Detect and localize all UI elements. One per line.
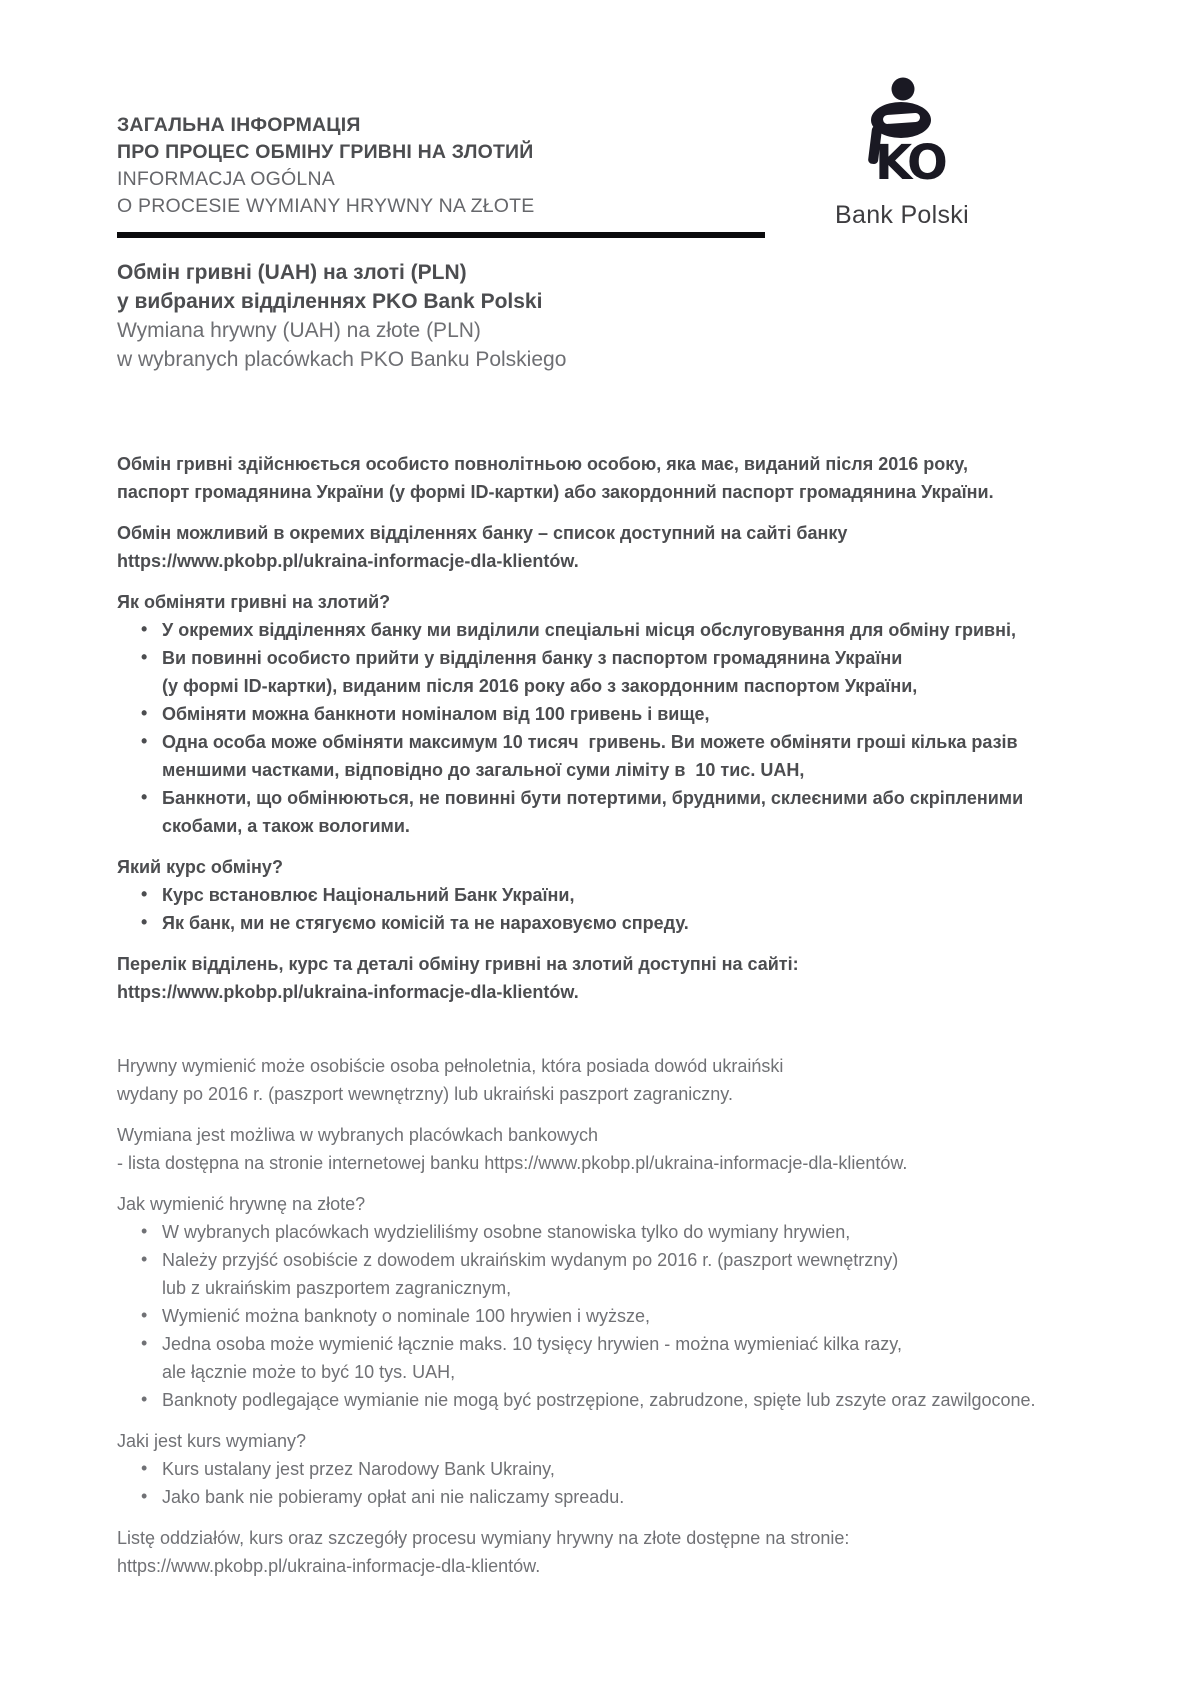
text-line: Перелік відділень, курс та деталі обміну гривні на злотий доступні на сайті: <box>117 954 799 974</box>
pl-rate-heading: Jaki jest kurs wymiany? <box>117 1431 307 1451</box>
text-line: wydany po 2016 r. (paszport wewnętrzny) lub ukraiński paszport zagraniczny. <box>117 1084 733 1104</box>
polish-section <box>117 1052 1107 1580</box>
list-item <box>117 700 1107 728</box>
list-item <box>117 1218 1107 1246</box>
list-item <box>117 881 1107 909</box>
text-line: • Одна особа може обміняти максимум 10 тисяч гривень. Ви можете обміняти гроші кілька разів <box>162 732 1018 752</box>
document-subtitle <box>117 258 1107 374</box>
pl-how-bullet-list <box>117 1218 1107 1414</box>
text-line-with-url: - lista dostępna na stronie internetowej banku https://www.pkobp.pl/ukraina-informacje-dla-klientów. <box>117 1153 908 1173</box>
ua-how-bullet-list <box>117 616 1107 840</box>
pl-rate-bullet-list <box>117 1455 1107 1511</box>
list-item <box>117 909 1107 937</box>
text-line: Wymiana jest możliwa w wybranych placówkach bankowych <box>117 1125 599 1145</box>
header-title-pl-line1: INFORMACJA OGÓLNA <box>117 168 335 190</box>
subtitle-pl-line2: w wybranych placówkach PKO Banku Polskiego <box>117 348 567 371</box>
list-item <box>117 616 1107 644</box>
bank-url-link[interactable]: https://www.pkobp.pl/ukraina-informacje-dla-klientów. <box>117 551 579 571</box>
subtitle-uk-line2: у вибраних відділеннях PKO Bank Polski <box>117 290 543 313</box>
list-item <box>117 644 1107 700</box>
text-line: Hrywny wymienić może osobiście osoba pełnoletnia, która posiada dowód ukraiński <box>117 1056 784 1076</box>
text-line: • Курс встановлює Національний Банк України, <box>162 885 575 905</box>
text-line: • Як банк, ми не стягуємо комісій та не нараховуємо спреду. <box>162 913 689 933</box>
content-column <box>117 112 1107 1580</box>
list-item <box>117 1455 1107 1483</box>
ua-rate-heading: Який курс обміну? <box>117 857 283 877</box>
logo-brand-text: Bank Polski <box>835 201 969 229</box>
ua-rate-bullet-list <box>117 881 1107 937</box>
text-line: • Banknoty podlegające wymianie nie mogą być postrzępione, zabrudzone, spięte lub zszyte oraz zawilgocone. <box>162 1390 1036 1410</box>
svg-text:KO: KO <box>875 135 945 191</box>
ukrainian-section <box>117 450 1107 1006</box>
text-line: скобами, а також вологими. <box>162 816 410 836</box>
list-item <box>117 1483 1107 1511</box>
ua-where-paragraph <box>117 519 1107 575</box>
text-line: меншими частками, відповідно до загальної суми ліміту в 10 тис. UAH, <box>162 760 805 780</box>
text-line: Обмін можливий в окремих відділеннях банку – список доступний на сайті банку <box>117 523 848 543</box>
pl-how-heading: Jak wymienić hrywnę na złote? <box>117 1194 366 1214</box>
text-line: • Обміняти можна банкноти номіналом від 100 гривень і вище, <box>162 704 710 724</box>
list-item <box>117 784 1107 840</box>
text-line: lub z ukraińskim paszportem zagranicznym, <box>162 1278 512 1298</box>
document-header <box>117 112 1107 238</box>
ua-intro-paragraph <box>117 450 1107 506</box>
text-line: • W wybranych placówkach wydzieliliśmy osobne stanowiska tylko do wymiany hrywien, <box>162 1222 851 1242</box>
bank-url-link[interactable]: https://www.pkobp.pl/ukraina-informacje-dla-klientów. <box>117 982 579 1002</box>
text-line: Listę oddziałów, kurs oraz szczegóły procesu wymiany hrywny na złote dostępne na stronie: <box>117 1528 850 1548</box>
list-item <box>117 1386 1107 1414</box>
text-line: • Ви повинні особисто прийти у відділення банку з паспортом громадянина України <box>162 648 903 668</box>
text-line: Обмін гривні здійснюється особисто повнолітньою особою, яка має, виданий після 2016 року, <box>117 454 968 474</box>
header-title-uk-line2: ПРО ПРОЦЕС ОБМІНУ ГРИВНІ НА ЗЛОТИЙ <box>117 141 534 163</box>
text-line: • У окремих відділеннях банку ми виділили спеціальні місця обслуговування для обміну гривні, <box>162 620 1016 640</box>
list-item <box>117 728 1107 784</box>
text-line: ale łącznie może to być 10 tys. UAH, <box>162 1362 456 1382</box>
text-line: (у формі ID-картки), виданим після 2016 року або з закордонним паспортом України, <box>162 676 918 696</box>
pl-outro-paragraph <box>117 1524 1107 1580</box>
header-title-uk-line1: ЗАГАЛЬНА ІНФОРМАЦІЯ <box>117 114 361 136</box>
pl-where-paragraph <box>117 1121 1107 1177</box>
text-line: • Należy przyjść osobiście z dowodem ukraińskim wydanym po 2016 r. (paszport wewnętrzny) <box>162 1250 899 1270</box>
text-line: • Банкноти, що обмінюються, не повинні бути потертими, брудними, склеєними або скріпленими <box>162 788 1024 808</box>
list-item <box>117 1330 1107 1386</box>
bank-url-link[interactable]: https://www.pkobp.pl/ukraina-informacje-dla-klientów. <box>117 1556 541 1576</box>
text-line: • Wymienić można banknoty o nominale 100 hrywien i wyższe, <box>162 1306 651 1326</box>
header-rule <box>117 232 765 238</box>
pl-intro-paragraph <box>117 1052 1107 1108</box>
text-line: • Kurs ustalany jest przez Narodowy Bank Ukrainy, <box>162 1459 555 1479</box>
list-item <box>117 1302 1107 1330</box>
subtitle-uk-line1: Обмін гривні (UAH) на злоті (PLN) <box>117 261 467 284</box>
ua-outro-paragraph <box>117 950 1107 1006</box>
header-title-pl-line2: O PROCESIE WYMIANY HRYWNY NA ZŁOTE <box>117 195 535 217</box>
text-line: паспорт громадянина України (у формі ID-картки) або закордонний паспорт громадянина України. <box>117 482 994 502</box>
text-line: • Jako bank nie pobieramy opłat ani nie naliczamy spreadu. <box>162 1487 625 1507</box>
subtitle-pl-line1: Wymiana hrywny (UAH) na złote (PLN) <box>117 319 481 342</box>
list-item <box>117 1246 1107 1302</box>
ua-how-heading: Як обміняти гривні на злотий? <box>117 592 391 612</box>
text-line: • Jedna osoba może wymienić łącznie maks. 10 tysięcy hrywien - można wymieniać kilka razy, <box>162 1334 902 1354</box>
